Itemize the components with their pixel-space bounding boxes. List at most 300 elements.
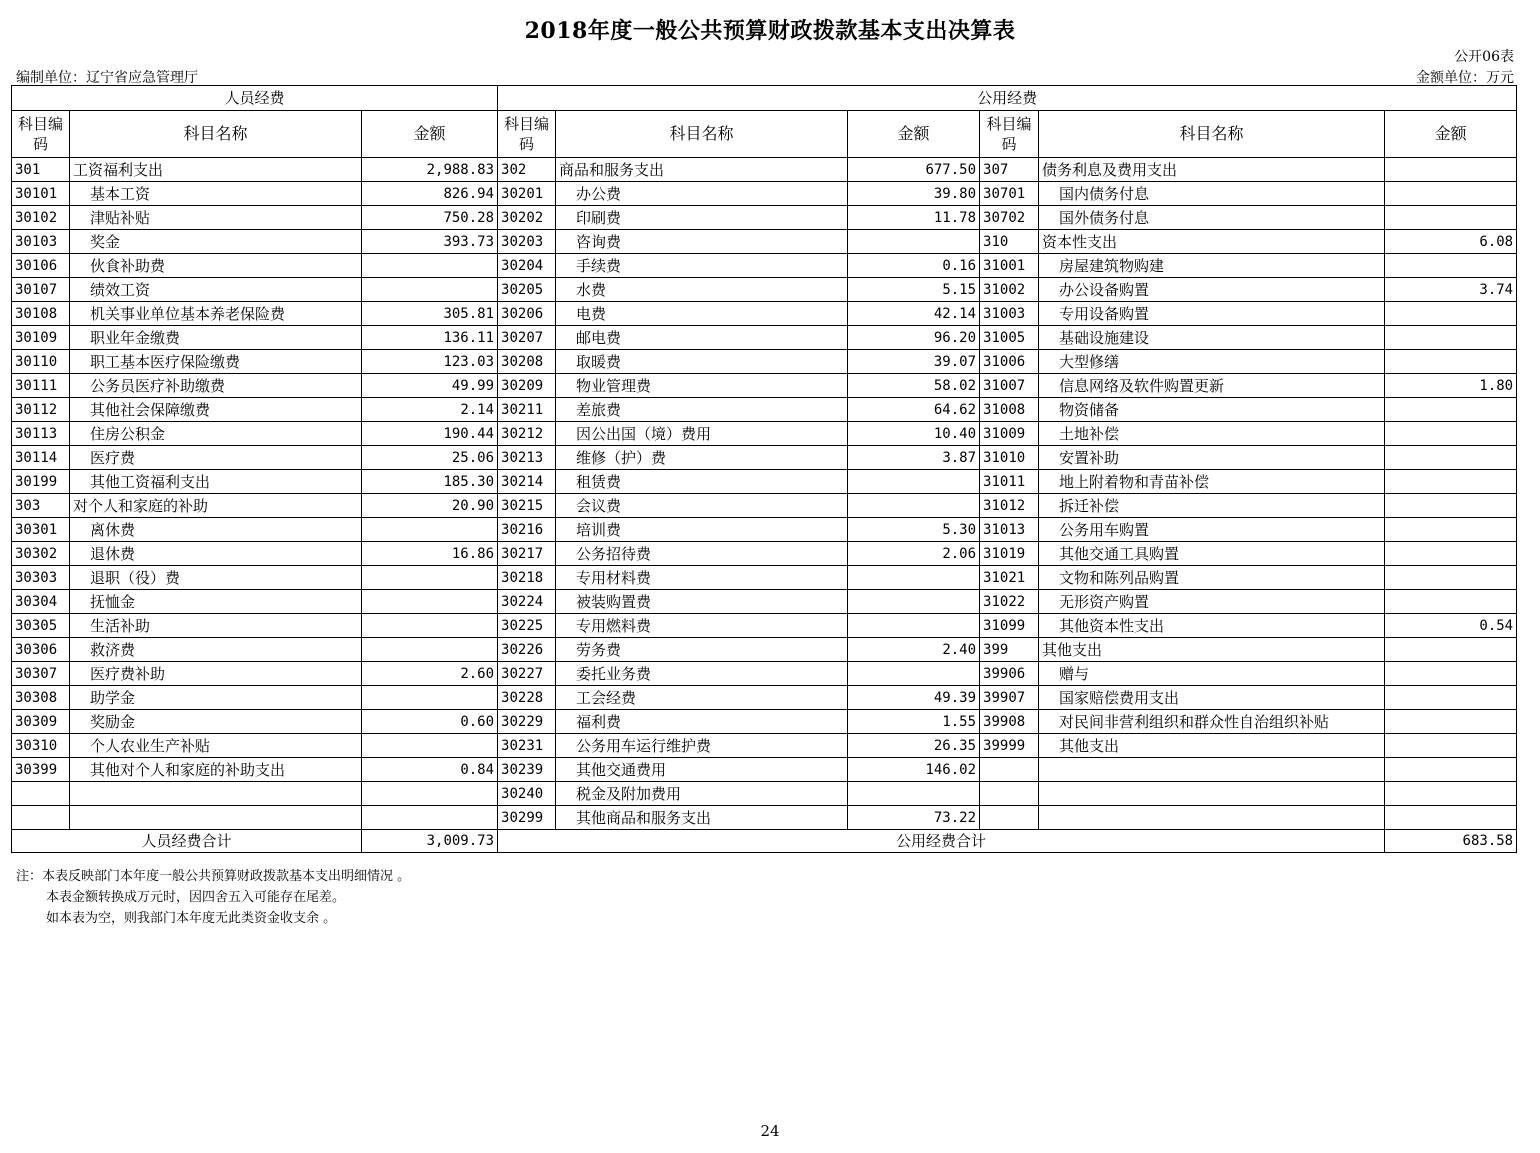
item-code: 30206 xyxy=(498,302,556,326)
item-name: 劳务费 xyxy=(556,638,848,662)
page-number: 24 xyxy=(760,1122,780,1140)
item-code: 30304 xyxy=(12,590,70,614)
table-row xyxy=(12,374,1517,398)
item-code: 399 xyxy=(980,638,1039,662)
table-row xyxy=(12,278,1517,302)
item-code: 30202 xyxy=(498,206,556,230)
item-code: 30231 xyxy=(498,734,556,758)
section-header-row xyxy=(12,86,1517,111)
item-name: 其他交通工具购置 xyxy=(1039,542,1385,566)
item-amount xyxy=(362,686,498,710)
public-total-label: 公用经费合计 xyxy=(498,830,1385,853)
item-amount: 3.87 xyxy=(848,446,980,470)
item-amount: 20.90 xyxy=(362,494,498,518)
item-code: 30215 xyxy=(498,494,556,518)
table-row xyxy=(12,182,1517,206)
item-name: 会议费 xyxy=(556,494,848,518)
item-amount xyxy=(1385,302,1517,326)
item-name: 奖励金 xyxy=(70,710,362,734)
section-personnel: 人员经费 xyxy=(12,86,498,111)
item-name: 退休费 xyxy=(70,542,362,566)
totals-row xyxy=(12,830,1517,853)
item-name: 生活补助 xyxy=(70,614,362,638)
item-amount: 146.02 xyxy=(848,758,980,782)
item-amount: 0.54 xyxy=(1385,614,1517,638)
item-amount: 2,988.83 xyxy=(362,158,498,182)
item-name: 商品和服务支出 xyxy=(556,158,848,182)
item-code: 30301 xyxy=(12,518,70,542)
item-code xyxy=(980,782,1039,806)
col-name-header: 科目名称 xyxy=(70,111,362,158)
item-amount: 6.08 xyxy=(1385,230,1517,254)
item-name: 土地补偿 xyxy=(1039,422,1385,446)
col-code-header: 科目编码 xyxy=(12,111,70,158)
item-name: 公务招待费 xyxy=(556,542,848,566)
item-code: 30113 xyxy=(12,422,70,446)
note-line: 注：本表反映部门本年度一般公共预算财政拨款基本支出明细情况 。 xyxy=(16,869,411,884)
item-code: 30240 xyxy=(498,782,556,806)
item-amount: 39.80 xyxy=(848,182,980,206)
col-name-header: 科目名称 xyxy=(1039,111,1385,158)
item-name: 公务用车运行维护费 xyxy=(556,734,848,758)
item-amount xyxy=(1385,326,1517,350)
item-amount xyxy=(1385,782,1517,806)
expenditure-table xyxy=(11,85,1517,853)
item-name: 办公费 xyxy=(556,182,848,206)
item-name: 伙食补助费 xyxy=(70,254,362,278)
item-code: 30702 xyxy=(980,206,1039,230)
item-code: 30204 xyxy=(498,254,556,278)
table-row xyxy=(12,230,1517,254)
item-name: 电费 xyxy=(556,302,848,326)
item-name: 委托业务费 xyxy=(556,662,848,686)
item-amount: 49.39 xyxy=(848,686,980,710)
column-header-row xyxy=(12,111,1517,158)
item-amount xyxy=(1385,350,1517,374)
item-amount xyxy=(1385,590,1517,614)
item-amount xyxy=(848,230,980,254)
item-code: 30399 xyxy=(12,758,70,782)
item-name: 物业管理费 xyxy=(556,374,848,398)
table-row xyxy=(12,710,1517,734)
item-name: 个人农业生产补贴 xyxy=(70,734,362,758)
item-amount: 49.99 xyxy=(362,374,498,398)
table-row xyxy=(12,638,1517,662)
item-name: 其他支出 xyxy=(1039,638,1385,662)
item-code: 30108 xyxy=(12,302,70,326)
item-code: 30208 xyxy=(498,350,556,374)
item-name: 房屋建筑物购建 xyxy=(1039,254,1385,278)
item-name: 基础设施建设 xyxy=(1039,326,1385,350)
item-code: 301 xyxy=(12,158,70,182)
item-amount: 64.62 xyxy=(848,398,980,422)
item-amount xyxy=(848,662,980,686)
item-name: 文物和陈列品购置 xyxy=(1039,566,1385,590)
table-number: 公开06表 xyxy=(1454,49,1514,65)
item-code: 30112 xyxy=(12,398,70,422)
item-name: 其他商品和服务支出 xyxy=(556,806,848,830)
item-code: 31013 xyxy=(980,518,1039,542)
item-name: 机关事业单位基本养老保险费 xyxy=(70,302,362,326)
item-name: 工会经费 xyxy=(556,686,848,710)
item-amount xyxy=(362,806,498,830)
item-code: 30213 xyxy=(498,446,556,470)
item-code xyxy=(980,758,1039,782)
item-code: 31009 xyxy=(980,422,1039,446)
item-amount: 0.84 xyxy=(362,758,498,782)
item-amount xyxy=(848,782,980,806)
item-code: 30299 xyxy=(498,806,556,830)
col-code-header: 科目编码 xyxy=(980,111,1039,158)
item-amount xyxy=(1385,398,1517,422)
item-name: 对个人和家庭的补助 xyxy=(70,494,362,518)
item-amount xyxy=(1385,542,1517,566)
col-amount-header: 金额 xyxy=(848,111,980,158)
item-name: 印刷费 xyxy=(556,206,848,230)
note-line: 如本表为空，则我部门本年度无此类资金收支余 。 xyxy=(46,911,337,926)
table-row xyxy=(12,422,1517,446)
item-amount xyxy=(848,614,980,638)
item-code: 30306 xyxy=(12,638,70,662)
item-code: 30207 xyxy=(498,326,556,350)
item-name: 其他资本性支出 xyxy=(1039,614,1385,638)
item-code: 30227 xyxy=(498,662,556,686)
item-name: 退职（役）费 xyxy=(70,566,362,590)
item-code: 303 xyxy=(12,494,70,518)
item-code: 31001 xyxy=(980,254,1039,278)
item-name: 资本性支出 xyxy=(1039,230,1385,254)
item-name: 水费 xyxy=(556,278,848,302)
item-amount xyxy=(848,494,980,518)
item-amount xyxy=(1385,494,1517,518)
item-code: 30226 xyxy=(498,638,556,662)
table-row xyxy=(12,614,1517,638)
item-code: 30103 xyxy=(12,230,70,254)
item-amount xyxy=(362,782,498,806)
item-code: 31022 xyxy=(980,590,1039,614)
item-amount xyxy=(362,734,498,758)
item-name: 医疗费补助 xyxy=(70,662,362,686)
item-amount xyxy=(1385,182,1517,206)
item-code: 30216 xyxy=(498,518,556,542)
item-code: 30205 xyxy=(498,278,556,302)
table-row xyxy=(12,542,1517,566)
item-amount xyxy=(848,566,980,590)
item-amount: 185.30 xyxy=(362,470,498,494)
item-amount xyxy=(1385,662,1517,686)
item-name: 手续费 xyxy=(556,254,848,278)
item-amount: 58.02 xyxy=(848,374,980,398)
item-amount: 123.03 xyxy=(362,350,498,374)
item-amount xyxy=(362,590,498,614)
item-amount: 1.80 xyxy=(1385,374,1517,398)
item-name: 福利费 xyxy=(556,710,848,734)
item-code: 31005 xyxy=(980,326,1039,350)
item-name xyxy=(70,782,362,806)
table-row xyxy=(12,806,1517,830)
item-name: 办公设备购置 xyxy=(1039,278,1385,302)
item-name: 其他支出 xyxy=(1039,734,1385,758)
item-name: 债务利息及费用支出 xyxy=(1039,158,1385,182)
item-name: 医疗费 xyxy=(70,446,362,470)
item-name: 对民间非营利组织和群众性自治组织补贴 xyxy=(1039,710,1385,734)
item-amount: 393.73 xyxy=(362,230,498,254)
item-amount xyxy=(1385,686,1517,710)
item-code: 30218 xyxy=(498,566,556,590)
item-code: 30101 xyxy=(12,182,70,206)
item-name: 住房公积金 xyxy=(70,422,362,446)
item-name: 邮电费 xyxy=(556,326,848,350)
table-row xyxy=(12,518,1517,542)
item-amount: 39.07 xyxy=(848,350,980,374)
item-amount: 750.28 xyxy=(362,206,498,230)
table-row xyxy=(12,326,1517,350)
item-amount xyxy=(1385,734,1517,758)
item-name: 信息网络及软件购置更新 xyxy=(1039,374,1385,398)
item-code: 30209 xyxy=(498,374,556,398)
item-name: 公务员医疗补助缴费 xyxy=(70,374,362,398)
item-name: 离休费 xyxy=(70,518,362,542)
item-name: 租赁费 xyxy=(556,470,848,494)
item-amount: 0.60 xyxy=(362,710,498,734)
item-code: 310 xyxy=(980,230,1039,254)
item-name: 国内债务付息 xyxy=(1039,182,1385,206)
item-name xyxy=(1039,782,1385,806)
item-code: 30203 xyxy=(498,230,556,254)
item-amount: 677.50 xyxy=(848,158,980,182)
item-name: 拆迁补偿 xyxy=(1039,494,1385,518)
item-name xyxy=(1039,806,1385,830)
item-name xyxy=(1039,758,1385,782)
table-row xyxy=(12,662,1517,686)
item-code: 31021 xyxy=(980,566,1039,590)
item-amount xyxy=(1385,710,1517,734)
item-code: 30212 xyxy=(498,422,556,446)
table-row xyxy=(12,398,1517,422)
item-name: 奖金 xyxy=(70,230,362,254)
item-amount: 826.94 xyxy=(362,182,498,206)
item-amount: 1.55 xyxy=(848,710,980,734)
item-amount: 96.20 xyxy=(848,326,980,350)
item-code: 30199 xyxy=(12,470,70,494)
item-amount: 73.22 xyxy=(848,806,980,830)
item-amount xyxy=(1385,806,1517,830)
item-name: 安置补助 xyxy=(1039,446,1385,470)
item-code: 39907 xyxy=(980,686,1039,710)
item-amount: 25.06 xyxy=(362,446,498,470)
item-code: 30310 xyxy=(12,734,70,758)
item-amount xyxy=(362,518,498,542)
item-code: 31007 xyxy=(980,374,1039,398)
item-amount xyxy=(848,470,980,494)
item-code: 31008 xyxy=(980,398,1039,422)
item-amount: 10.40 xyxy=(848,422,980,446)
page-title: 2018年度一般公共预算财政拨款基本支出决算表 xyxy=(524,18,1016,44)
item-code: 30107 xyxy=(12,278,70,302)
item-name: 抚恤金 xyxy=(70,590,362,614)
item-name: 物资储备 xyxy=(1039,398,1385,422)
item-amount xyxy=(362,254,498,278)
item-code: 39999 xyxy=(980,734,1039,758)
item-amount: 190.44 xyxy=(362,422,498,446)
item-name: 无形资产购置 xyxy=(1039,590,1385,614)
item-amount: 0.16 xyxy=(848,254,980,278)
item-code: 30302 xyxy=(12,542,70,566)
item-code: 31010 xyxy=(980,446,1039,470)
table-row xyxy=(12,734,1517,758)
col-name-header: 科目名称 xyxy=(556,111,848,158)
table-row xyxy=(12,470,1517,494)
item-amount xyxy=(1385,758,1517,782)
item-name: 维修（护）费 xyxy=(556,446,848,470)
item-code: 30225 xyxy=(498,614,556,638)
item-amount: 305.81 xyxy=(362,302,498,326)
table-row xyxy=(12,494,1517,518)
item-code: 30111 xyxy=(12,374,70,398)
item-name: 差旅费 xyxy=(556,398,848,422)
item-name: 咨询费 xyxy=(556,230,848,254)
item-code: 30307 xyxy=(12,662,70,686)
item-amount: 11.78 xyxy=(848,206,980,230)
item-amount: 16.86 xyxy=(362,542,498,566)
item-code: 39908 xyxy=(980,710,1039,734)
item-code: 307 xyxy=(980,158,1039,182)
item-name: 其他对个人和家庭的补助支出 xyxy=(70,758,362,782)
col-amount-header: 金额 xyxy=(1385,111,1517,158)
amount-unit: 金额单位：万元 xyxy=(1416,70,1514,86)
item-code: 31003 xyxy=(980,302,1039,326)
item-name: 津贴补贴 xyxy=(70,206,362,230)
item-name: 职工基本医疗保险缴费 xyxy=(70,350,362,374)
compiling-unit: 编制单位：辽宁省应急管理厅 xyxy=(16,70,198,86)
item-name: 专用材料费 xyxy=(556,566,848,590)
item-name: 被装购置费 xyxy=(556,590,848,614)
item-amount xyxy=(1385,254,1517,278)
table-row xyxy=(12,350,1517,374)
item-amount xyxy=(362,566,498,590)
item-amount: 2.06 xyxy=(848,542,980,566)
item-amount xyxy=(1385,446,1517,470)
item-name: 职业年金缴费 xyxy=(70,326,362,350)
table-row xyxy=(12,590,1517,614)
item-name: 国家赔偿费用支出 xyxy=(1039,686,1385,710)
item-code: 30214 xyxy=(498,470,556,494)
item-amount: 2.40 xyxy=(848,638,980,662)
item-name: 绩效工资 xyxy=(70,278,362,302)
table-row xyxy=(12,758,1517,782)
item-code xyxy=(980,806,1039,830)
item-name: 救济费 xyxy=(70,638,362,662)
item-code: 30228 xyxy=(498,686,556,710)
item-name: 其他社会保障缴费 xyxy=(70,398,362,422)
item-amount: 2.60 xyxy=(362,662,498,686)
item-code: 30211 xyxy=(498,398,556,422)
section-public: 公用经费 xyxy=(498,86,1517,111)
item-code: 30239 xyxy=(498,758,556,782)
item-amount: 3.74 xyxy=(1385,278,1517,302)
item-name: 取暖费 xyxy=(556,350,848,374)
item-amount: 5.15 xyxy=(848,278,980,302)
item-code: 30201 xyxy=(498,182,556,206)
item-name: 地上附着物和青苗补偿 xyxy=(1039,470,1385,494)
item-amount xyxy=(848,590,980,614)
item-name: 基本工资 xyxy=(70,182,362,206)
item-amount: 26.35 xyxy=(848,734,980,758)
table-row xyxy=(12,782,1517,806)
item-code: 39906 xyxy=(980,662,1039,686)
item-name: 专用燃料费 xyxy=(556,614,848,638)
item-code: 30224 xyxy=(498,590,556,614)
item-code xyxy=(12,782,70,806)
item-amount xyxy=(362,614,498,638)
item-amount xyxy=(1385,638,1517,662)
col-amount-header: 金额 xyxy=(362,111,498,158)
item-name: 赠与 xyxy=(1039,662,1385,686)
item-amount xyxy=(1385,470,1517,494)
item-amount xyxy=(1385,422,1517,446)
table-row xyxy=(12,254,1517,278)
item-code: 31012 xyxy=(980,494,1039,518)
item-amount: 42.14 xyxy=(848,302,980,326)
item-code: 30303 xyxy=(12,566,70,590)
table-row xyxy=(12,446,1517,470)
item-name: 因公出国（境）费用 xyxy=(556,422,848,446)
item-amount xyxy=(1385,518,1517,542)
table-row xyxy=(12,302,1517,326)
item-code: 30305 xyxy=(12,614,70,638)
item-amount: 2.14 xyxy=(362,398,498,422)
item-code: 31006 xyxy=(980,350,1039,374)
item-name: 国外债务付息 xyxy=(1039,206,1385,230)
item-name: 助学金 xyxy=(70,686,362,710)
item-amount xyxy=(1385,206,1517,230)
table-row xyxy=(12,566,1517,590)
item-amount xyxy=(362,278,498,302)
item-name xyxy=(70,806,362,830)
item-code: 30309 xyxy=(12,710,70,734)
item-name: 其他工资福利支出 xyxy=(70,470,362,494)
table-row xyxy=(12,206,1517,230)
item-code xyxy=(12,806,70,830)
item-code: 30308 xyxy=(12,686,70,710)
item-code: 30701 xyxy=(980,182,1039,206)
table-row xyxy=(12,686,1517,710)
item-code: 302 xyxy=(498,158,556,182)
item-amount: 136.11 xyxy=(362,326,498,350)
item-code: 30106 xyxy=(12,254,70,278)
personnel-total-value: 3,009.73 xyxy=(362,830,498,853)
item-name: 公务用车购置 xyxy=(1039,518,1385,542)
item-code: 30109 xyxy=(12,326,70,350)
item-amount: 5.30 xyxy=(848,518,980,542)
item-amount xyxy=(1385,566,1517,590)
item-code: 31099 xyxy=(980,614,1039,638)
item-code: 31019 xyxy=(980,542,1039,566)
notes xyxy=(16,866,410,929)
item-code: 30229 xyxy=(498,710,556,734)
item-name: 大型修缮 xyxy=(1039,350,1385,374)
personnel-total-label: 人员经费合计 xyxy=(12,830,362,853)
item-code: 30102 xyxy=(12,206,70,230)
item-code: 30114 xyxy=(12,446,70,470)
note-line: 本表金额转换成万元时，因四舍五入可能存在尾差。 xyxy=(46,890,346,905)
item-amount xyxy=(1385,158,1517,182)
col-code-header: 科目编码 xyxy=(498,111,556,158)
item-code: 30217 xyxy=(498,542,556,566)
item-name: 工资福利支出 xyxy=(70,158,362,182)
item-amount xyxy=(362,638,498,662)
item-code: 30110 xyxy=(12,350,70,374)
